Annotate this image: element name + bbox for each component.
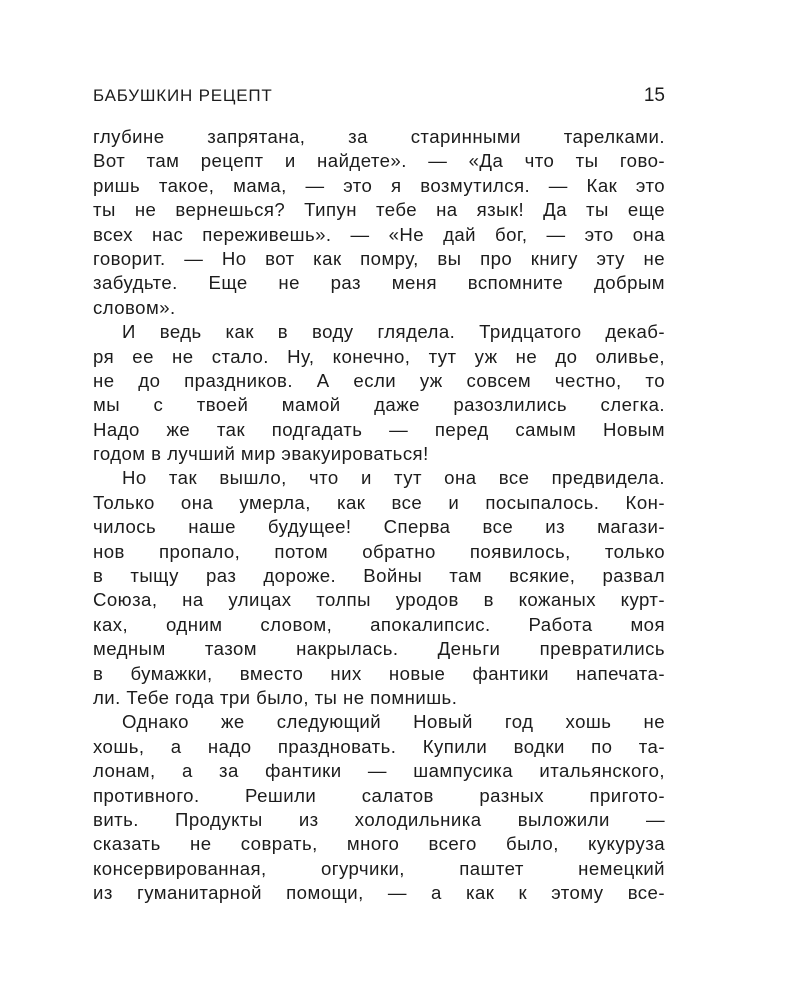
text-line: в тыщу раз дороже. Войны там всякие, развал [93,565,665,587]
text-line: И ведь как в воду глядела. Тридцатого декаб- [122,321,665,343]
text-line: Надо же так подгадать — перед самым Новым [93,418,665,440]
text-line: вить. Продукты из холодильника выложили — [93,808,665,830]
text-line: ли. Тебе года три было, ты не помнишь. [93,686,458,708]
page-number: 15 [643,85,665,106]
text-line: глубине запрятана, за старинными тарелками. [93,126,665,147]
text-line: не до праздников. А если уж совсем честно, то [93,369,665,391]
running-head [93,84,665,108]
text-line: Союза, на улицах толпы уродов в кожаных курт- [93,589,665,611]
body-text [93,125,665,906]
text-line: забудьте. Еще не раз меня вспомните добрым [93,272,665,294]
text-line: Однако же следующий Новый год хошь не [122,711,665,733]
text-line: ришь такое, мама, — это я возмутился. — Как это [93,174,665,196]
text-line: из гуманитарной помощи, — а как к этому все- [93,882,665,904]
text-line: Но так вышло, что и тут она все предвидела. [122,467,665,489]
text-line: ках, одним словом, апокалипсис. Работа моя [93,613,665,635]
book-page [93,0,665,1000]
text-line: противного. Решили салатов разных пригото- [93,784,665,806]
text-line: нов пропало, потом обратно появилось, только [93,540,665,562]
text-line: хошь, а надо праздновать. Купили водки по та- [93,735,665,757]
text-line: чилось наше будущее! Сперва все из магази- [93,516,665,538]
text-line: ря ее не стало. Ну, конечно, тут уж не до оливье, [93,345,665,367]
text-line: говорит. — Но вот как помру, вы про книгу эту не [93,247,665,269]
text-line: Только она умерла, как все и посыпалось. Кон- [93,491,665,513]
text-line: в бумажки, вместо них новые фантики напечата- [93,662,665,684]
text-line: словом». [93,296,176,318]
text-line: сказать не соврать, много всего было, кукуруза [93,833,665,855]
text-line: ты не вернешься? Типун тебе на язык! Да ты еще [93,199,665,221]
text-line: лонам, а за фантики — шампусика итальянского, [93,760,665,782]
book-title: БАБУШКИН РЕЦЕПТ [93,86,273,105]
text-line: годом в лучший мир эвакуироваться! [93,443,429,465]
text-line: мы с твоей мамой даже разозлились слегка. [93,394,665,416]
text-line: консервированная, огурчики, паштет немецкий [93,857,665,879]
text-line: медным тазом накрылась. Деньги превратились [93,638,665,660]
text-line: всех нас переживешь». — «Не дай бог, — это она [93,223,665,245]
text-line: Вот там рецепт и найдете». — «Да что ты гово- [93,150,665,172]
